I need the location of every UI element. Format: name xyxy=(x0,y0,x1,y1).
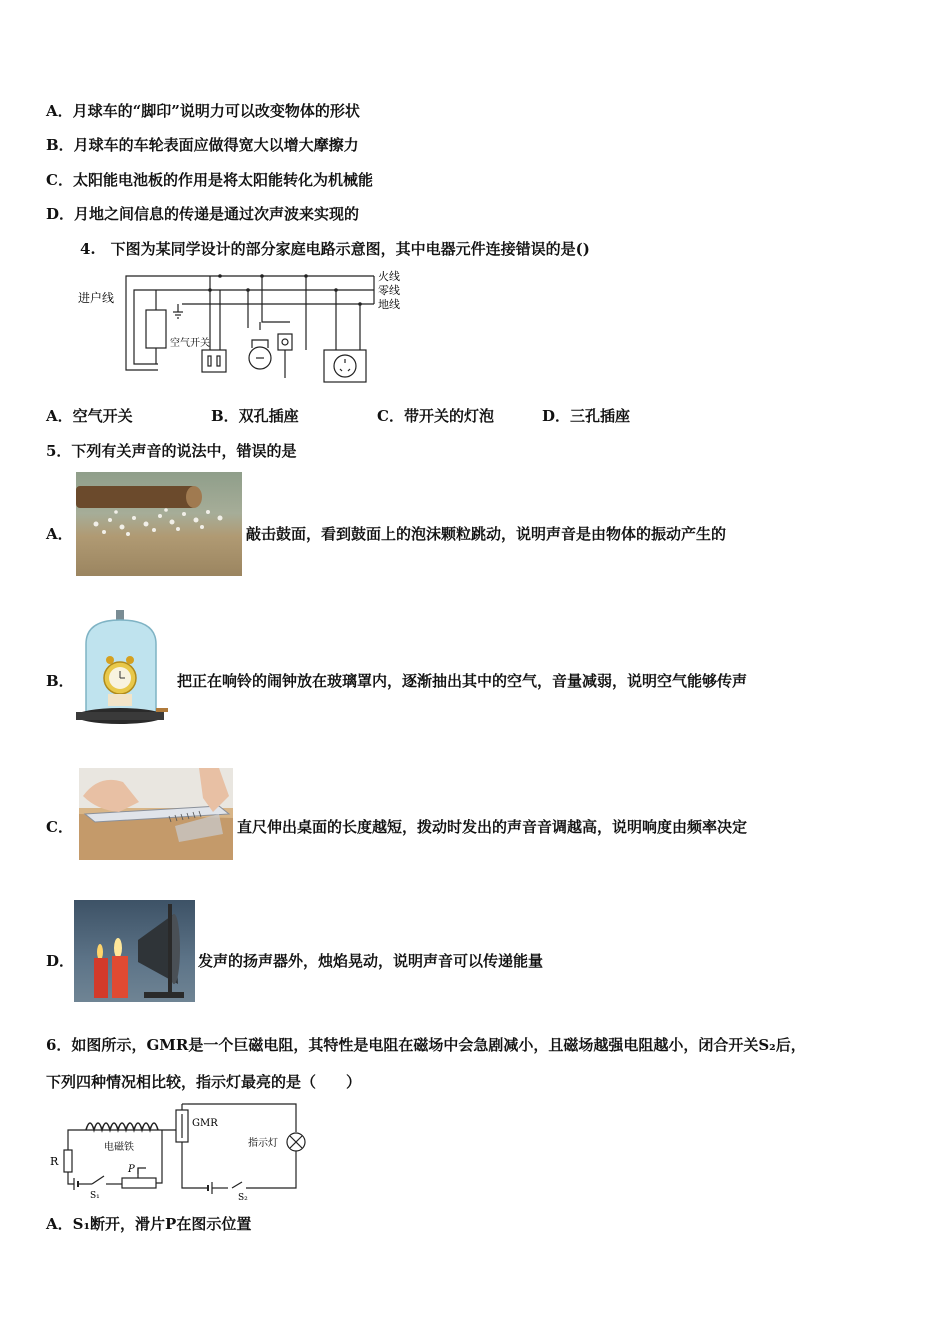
breaker-label: 空气开关 xyxy=(170,338,210,349)
live-wire-label: 火线 xyxy=(378,270,400,283)
q3-option-b: B．月球车的车轮表面应做得宽大以增大摩擦力 xyxy=(46,136,359,154)
q6-stem-line1: 6．如图所示，GMR是一个巨磁电阻，其特性是电阻在磁场中会急剧减小，且磁场越强电阻越小，闭合开关S₂后， xyxy=(46,1036,806,1054)
s1-label: S₁ xyxy=(90,1191,100,1201)
incoming-line-label: 进户线 xyxy=(78,291,115,305)
q4-option-b: B．双孔插座 xyxy=(211,407,299,425)
electromagnet-label: 电磁铁 xyxy=(104,1142,134,1153)
q5-b-label: B． xyxy=(46,672,74,690)
gmr-circuit-diagram xyxy=(46,1102,312,1202)
q5-stem: 5．下列有关声音的说法中，错误的是 xyxy=(46,442,297,460)
q4-option-d: D．三孔插座 xyxy=(542,407,631,425)
q3-option-c: C．太阳能电池板的作用是将太阳能转化为机械能 xyxy=(46,171,373,189)
q5-b-text: 把正在响铃的闹钟放在玻璃罩内，逐渐抽出其中的空气，音量减弱，说明空气能够传声 xyxy=(177,672,748,690)
ruler-desk-photo xyxy=(79,768,233,860)
q3-option-a: A．月球车的“脚印”说明力可以改变物体的形状 xyxy=(46,102,360,120)
q5-c-text: 直尺伸出桌面的长度越短，拨动时发出的声音音调越高，说明响度由频率决定 xyxy=(237,818,748,836)
s2-label: S₂ xyxy=(238,1193,248,1202)
q3-option-d: D．月地之间信息的传递是通过次声波来实现的 xyxy=(46,205,360,223)
lamp-label: 指示灯 xyxy=(248,1138,278,1149)
q5-d-text: 发声的扬声器外，烛焰晃动，说明声音可以传递能量 xyxy=(198,952,544,970)
slider-label: P xyxy=(128,1164,135,1175)
q6-stem-line2: 下列四种情况相比较，指示灯最亮的是（ ） xyxy=(46,1073,362,1091)
q4-option-c: C．带开关的灯泡 xyxy=(377,407,494,425)
q6-option-a: A．S₁断开，滑片P在图示位置 xyxy=(46,1215,252,1233)
gmr-label: GMR xyxy=(192,1118,218,1129)
q5-d-label: D． xyxy=(46,952,75,970)
q5-a-text: 敲击鼓面，看到鼓面上的泡沫颗粒跳动，说明声音是由物体的振动产生的 xyxy=(246,525,727,543)
drum-foam-photo xyxy=(76,472,242,576)
resistor-label: R xyxy=(50,1155,59,1168)
neutral-wire-label: 零线 xyxy=(378,284,400,297)
ground-wire-label: 地线 xyxy=(378,298,400,311)
household-circuit-diagram xyxy=(74,266,414,388)
q4-option-a: A．空气开关 xyxy=(46,407,133,425)
bell-jar-clock-photo xyxy=(72,608,172,736)
q4-stem: 4. 下图为某同学设计的部分家庭电路示意图，其中电器元件连接错误的是() xyxy=(80,240,590,258)
q5-c-label: C． xyxy=(46,818,73,836)
q5-a-label: A． xyxy=(46,525,73,543)
speaker-candle-photo xyxy=(74,900,195,1002)
